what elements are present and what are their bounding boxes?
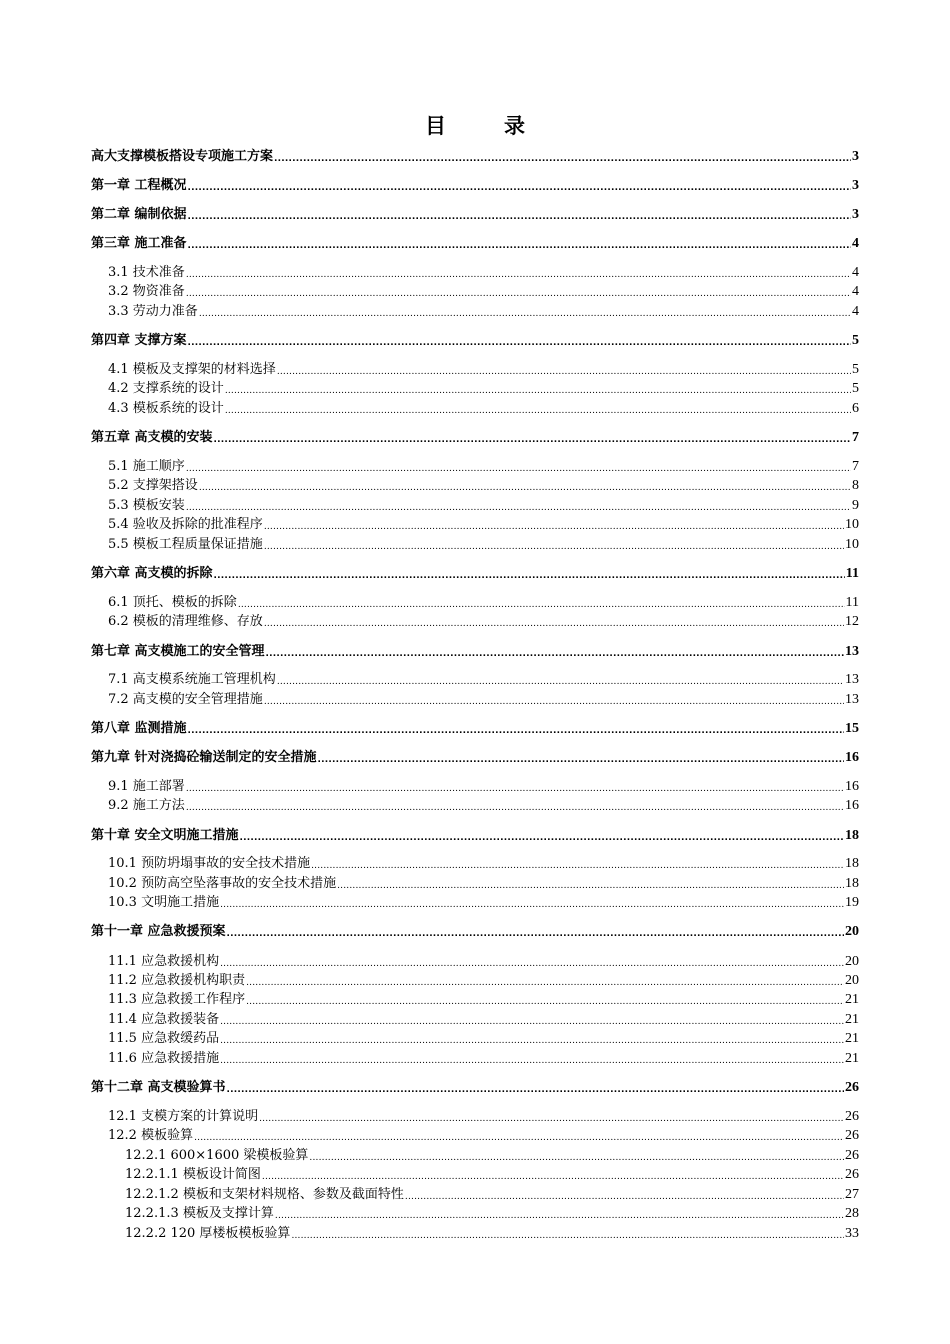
toc-entry-label: 9.1 施工部署 <box>108 779 185 794</box>
toc-entry[interactable] <box>91 264 859 283</box>
toc-dot-leader <box>264 693 844 711</box>
toc-dot-leader <box>227 925 844 943</box>
toc-dot-leader <box>264 518 844 536</box>
toc-entry-page-number: 10 <box>845 517 859 532</box>
toc-entry-page-number: 4 <box>852 284 859 299</box>
toc-title-char-1: 目 <box>425 114 446 138</box>
toc-entry-page-number: 7 <box>852 430 859 445</box>
toc-entry-label: 10.2 预防高空坠落事故的安全技术措施 <box>108 876 337 891</box>
toc-entry-page-number: 18 <box>845 876 859 891</box>
toc-entry-label: 5.1 施工顺序 <box>108 459 185 474</box>
toc-dot-leader <box>275 1207 844 1225</box>
toc-entry-page-number: 20 <box>845 924 859 939</box>
toc-dot-leader <box>186 499 851 517</box>
toc-dot-leader <box>186 780 844 798</box>
toc-dot-leader <box>199 305 851 323</box>
toc-entry-page-number: 16 <box>845 750 859 765</box>
toc-entry-label: 10.1 预防坍塌事故的安全技术措施 <box>108 856 311 871</box>
toc-dot-leader <box>246 993 844 1011</box>
toc-entry[interactable] <box>91 536 859 555</box>
toc-entry-label: 第二章 编制依据 <box>91 207 187 222</box>
toc-entry[interactable] <box>91 1011 859 1030</box>
toc-entry-page-number: 3 <box>852 149 859 164</box>
toc-entry[interactable] <box>91 1108 859 1127</box>
toc-entry-label: 12.1 支模方案的计算说明 <box>108 1109 259 1124</box>
toc-entry-page-number: 33 <box>845 1226 859 1241</box>
toc-entry-label: 11.2 应急救援机构职责 <box>108 973 246 988</box>
toc-dot-leader <box>186 266 851 284</box>
toc-dot-leader <box>262 1168 844 1186</box>
toc-entry-label: 11.6 应急救援措施 <box>108 1051 220 1066</box>
toc-dot-leader <box>318 751 844 769</box>
toc-dot-leader <box>277 673 844 691</box>
toc-dot-leader <box>188 179 851 197</box>
toc-dot-leader <box>188 208 851 226</box>
toc-dot-leader <box>220 1032 844 1050</box>
toc-entry-page-number: 28 <box>845 1206 859 1221</box>
toc-entry[interactable] <box>91 380 859 399</box>
toc-entry[interactable] <box>91 953 859 972</box>
toc-entry-page-number: 6 <box>852 401 859 416</box>
toc-entry-label: 5.4 验收及拆除的批准程序 <box>108 517 263 532</box>
toc-entry[interactable] <box>91 1147 859 1166</box>
toc-dot-leader <box>405 1188 844 1206</box>
toc-entry-page-number: 4 <box>852 265 859 280</box>
toc-entry[interactable] <box>91 177 859 196</box>
toc-entry[interactable] <box>91 1166 859 1185</box>
toc-entry-page-number: 8 <box>852 478 859 493</box>
toc-entry[interactable] <box>91 1186 859 1205</box>
toc-entry-page-number: 21 <box>845 1012 859 1027</box>
toc-dot-leader <box>214 431 851 449</box>
toc-entry-label: 第八章 监测措施 <box>91 721 187 736</box>
toc-entry[interactable] <box>91 643 859 662</box>
toc-entry-label: 第六章 高支模的拆除 <box>91 566 213 581</box>
toc-dot-leader <box>246 974 844 992</box>
toc-dot-leader <box>194 1129 844 1147</box>
toc-entry-page-number: 18 <box>845 828 859 843</box>
toc-entry[interactable] <box>91 1030 859 1049</box>
toc-entry[interactable] <box>91 923 859 942</box>
toc-entry[interactable] <box>91 458 859 477</box>
toc-dot-leader <box>240 829 844 847</box>
toc-entry-page-number: 20 <box>845 954 859 969</box>
toc-entry-label: 11.3 应急救援工作程序 <box>108 992 246 1007</box>
toc-entry[interactable] <box>91 1079 859 1098</box>
toc-entry-page-number: 5 <box>852 362 859 377</box>
toc-entry-page-number: 16 <box>845 798 859 813</box>
toc-entry-page-number: 3 <box>852 178 859 193</box>
toc-entry-page-number: 12 <box>845 614 859 629</box>
toc-entry-label: 第十一章 应急救援预案 <box>91 924 226 939</box>
toc-entry-label: 3.3 劳动力准备 <box>108 304 198 319</box>
toc-dot-leader <box>186 285 851 303</box>
toc-entry-page-number: 10 <box>845 537 859 552</box>
toc-entry-page-number: 26 <box>845 1080 859 1095</box>
toc-entry-page-number: 21 <box>845 1031 859 1046</box>
toc-entry-label: 3.1 技术准备 <box>108 265 185 280</box>
toc-entry-label: 4.3 模板系统的设计 <box>108 401 224 416</box>
toc-entry-label: 11.4 应急救援装备 <box>108 1012 220 1027</box>
toc-entry-page-number: 11 <box>845 595 859 610</box>
toc-entry[interactable] <box>91 516 859 535</box>
toc-entry[interactable] <box>91 827 859 846</box>
toc-entry[interactable] <box>91 303 859 322</box>
toc-dot-leader <box>309 1149 844 1167</box>
toc-entry-page-number: 16 <box>845 779 859 794</box>
toc-entry-page-number: 4 <box>852 236 859 251</box>
toc-entry-label: 12.2.1.1 模板设计简图 <box>125 1167 261 1182</box>
toc-dot-leader <box>264 538 844 556</box>
toc-entry[interactable] <box>91 671 859 690</box>
toc-entry[interactable] <box>91 1127 859 1146</box>
toc-entry[interactable] <box>91 855 859 874</box>
toc-entry-label: 4.1 模板及支撑架的材料选择 <box>108 362 276 377</box>
toc-entry-label: 第四章 支撑方案 <box>91 333 187 348</box>
toc-entry[interactable] <box>91 429 859 448</box>
toc-dot-leader <box>311 857 844 875</box>
toc-entry[interactable] <box>91 972 859 991</box>
toc-entry-label: 7.2 高支模的安全管理措施 <box>108 692 263 707</box>
toc-entry-label: 12.2.2 120 厚楼板模板验算 <box>125 1226 291 1241</box>
toc-entry[interactable] <box>91 894 859 913</box>
toc-dot-leader <box>220 1013 844 1031</box>
toc-entry-page-number: 26 <box>845 1109 859 1124</box>
toc-entry-page-number: 26 <box>845 1128 859 1143</box>
toc-entry-page-number: 26 <box>845 1148 859 1163</box>
toc-entry[interactable] <box>91 477 859 496</box>
toc-entry-page-number: 26 <box>845 1167 859 1182</box>
toc-entry-label: 12.2.1.3 模板及支撑计算 <box>125 1206 274 1221</box>
toc-entry-label: 7.1 高支模系统施工管理机构 <box>108 672 276 687</box>
toc-entry[interactable] <box>91 497 859 516</box>
toc-entry-label: 第三章 施工准备 <box>91 236 187 251</box>
toc-entry-label: 第九章 针对浇捣砼输送制定的安全措施 <box>91 750 317 765</box>
toc-entry[interactable] <box>91 332 859 351</box>
toc-entry[interactable] <box>91 283 859 302</box>
toc-entry-label: 5.2 支撑架搭设 <box>108 478 198 493</box>
toc-dot-leader <box>199 479 851 497</box>
toc-entry-label: 3.2 物资准备 <box>108 284 185 299</box>
toc-dot-leader <box>225 402 851 420</box>
toc-entry-label: 11.5 应急救缓药品 <box>108 1031 220 1046</box>
toc-entry[interactable] <box>91 875 859 894</box>
toc-entry-page-number: 20 <box>845 973 859 988</box>
toc-entry-label: 4.2 支撑系统的设计 <box>108 381 224 396</box>
toc-entry[interactable] <box>91 720 859 739</box>
toc-entry-label: 6.1 顶托、模板的拆除 <box>108 595 237 610</box>
toc-entry[interactable] <box>91 1225 859 1244</box>
toc-entry[interactable] <box>91 400 859 419</box>
toc-dot-leader <box>188 334 851 352</box>
toc-entry[interactable] <box>91 778 859 797</box>
toc-title <box>0 110 950 140</box>
toc-entry-label: 6.2 模板的清理维修、存放 <box>108 614 263 629</box>
toc-entry[interactable] <box>91 1050 859 1069</box>
toc-entry-page-number: 13 <box>845 672 859 687</box>
toc-dot-leader <box>264 615 844 633</box>
toc-entry-label: 5.3 模板安装 <box>108 498 185 513</box>
toc-entry-page-number: 11 <box>845 566 859 581</box>
toc-dot-leader <box>274 150 851 168</box>
toc-entry[interactable] <box>91 235 859 254</box>
toc-entry-page-number: 27 <box>845 1187 859 1202</box>
toc-dot-leader <box>266 645 844 663</box>
toc-entry[interactable] <box>91 749 859 768</box>
toc-entry-label: 12.2 模板验算 <box>108 1128 194 1143</box>
toc-entry-label: 高大支撑模板搭设专项施工方案 <box>91 149 274 164</box>
toc-dot-leader <box>259 1110 844 1128</box>
toc-entry[interactable] <box>91 206 859 225</box>
toc-entry-page-number: 4 <box>852 304 859 319</box>
toc-entry-page-number: 13 <box>845 644 859 659</box>
toc-entry-page-number: 3 <box>852 207 859 222</box>
toc-entry-page-number: 21 <box>845 1051 859 1066</box>
toc-entry-label: 第十章 安全文明施工措施 <box>91 828 239 843</box>
toc-entry[interactable] <box>91 565 859 584</box>
toc-entry-label: 第五章 高支模的安装 <box>91 430 213 445</box>
toc-entry[interactable] <box>91 148 859 167</box>
toc-entry-label: 12.2.1 600×1600 梁模板验算 <box>125 1148 309 1163</box>
toc-dot-leader <box>238 596 845 614</box>
toc-dot-leader <box>227 1081 844 1099</box>
toc-dot-leader <box>220 955 844 973</box>
toc-dot-leader <box>214 567 845 585</box>
toc-entry-label: 第七章 高支模施工的安全管理 <box>91 644 265 659</box>
toc-entry-page-number: 18 <box>845 856 859 871</box>
toc-entry-page-number: 21 <box>845 992 859 1007</box>
toc-dot-leader <box>186 799 844 817</box>
toc-entry-page-number: 5 <box>852 381 859 396</box>
toc-entry-label: 12.2.1.2 模板和支架材料规格、参数及截面特性 <box>125 1187 404 1202</box>
toc-entry[interactable] <box>91 594 859 613</box>
toc-entry-page-number: 7 <box>852 459 859 474</box>
toc-entry-label: 11.1 应急救援机构 <box>108 954 220 969</box>
toc-dot-leader <box>277 363 851 381</box>
toc-dot-leader <box>291 1227 844 1245</box>
toc-entry-label: 10.3 文明施工措施 <box>108 895 220 910</box>
toc-dot-leader <box>186 460 851 478</box>
toc-entry[interactable] <box>91 797 859 816</box>
toc-entry-page-number: 9 <box>852 498 859 513</box>
toc-entry-label: 第一章 工程概况 <box>91 178 187 193</box>
toc-entry[interactable] <box>91 361 859 380</box>
toc-dot-leader <box>220 896 844 914</box>
toc-entry-label: 第十二章 高支模验算书 <box>91 1080 226 1095</box>
toc-entry-page-number: 19 <box>845 895 859 910</box>
toc-title-char-2: 录 <box>504 114 525 138</box>
toc-entry-label: 5.5 模板工程质量保证措施 <box>108 537 263 552</box>
toc-dot-leader <box>188 722 844 740</box>
toc-entry-page-number: 13 <box>845 692 859 707</box>
toc-dot-leader <box>188 237 851 255</box>
toc-entry-page-number: 15 <box>845 721 859 736</box>
toc-dot-leader <box>225 382 851 400</box>
toc-dot-leader <box>337 877 844 895</box>
toc-entry[interactable] <box>91 991 859 1010</box>
toc-entry[interactable] <box>91 691 859 710</box>
toc-dot-leader <box>220 1052 844 1070</box>
toc-entry-page-number: 5 <box>852 333 859 348</box>
toc-entry[interactable] <box>91 613 859 632</box>
toc-entry[interactable] <box>91 1205 859 1224</box>
toc-entry-label: 9.2 施工方法 <box>108 798 185 813</box>
